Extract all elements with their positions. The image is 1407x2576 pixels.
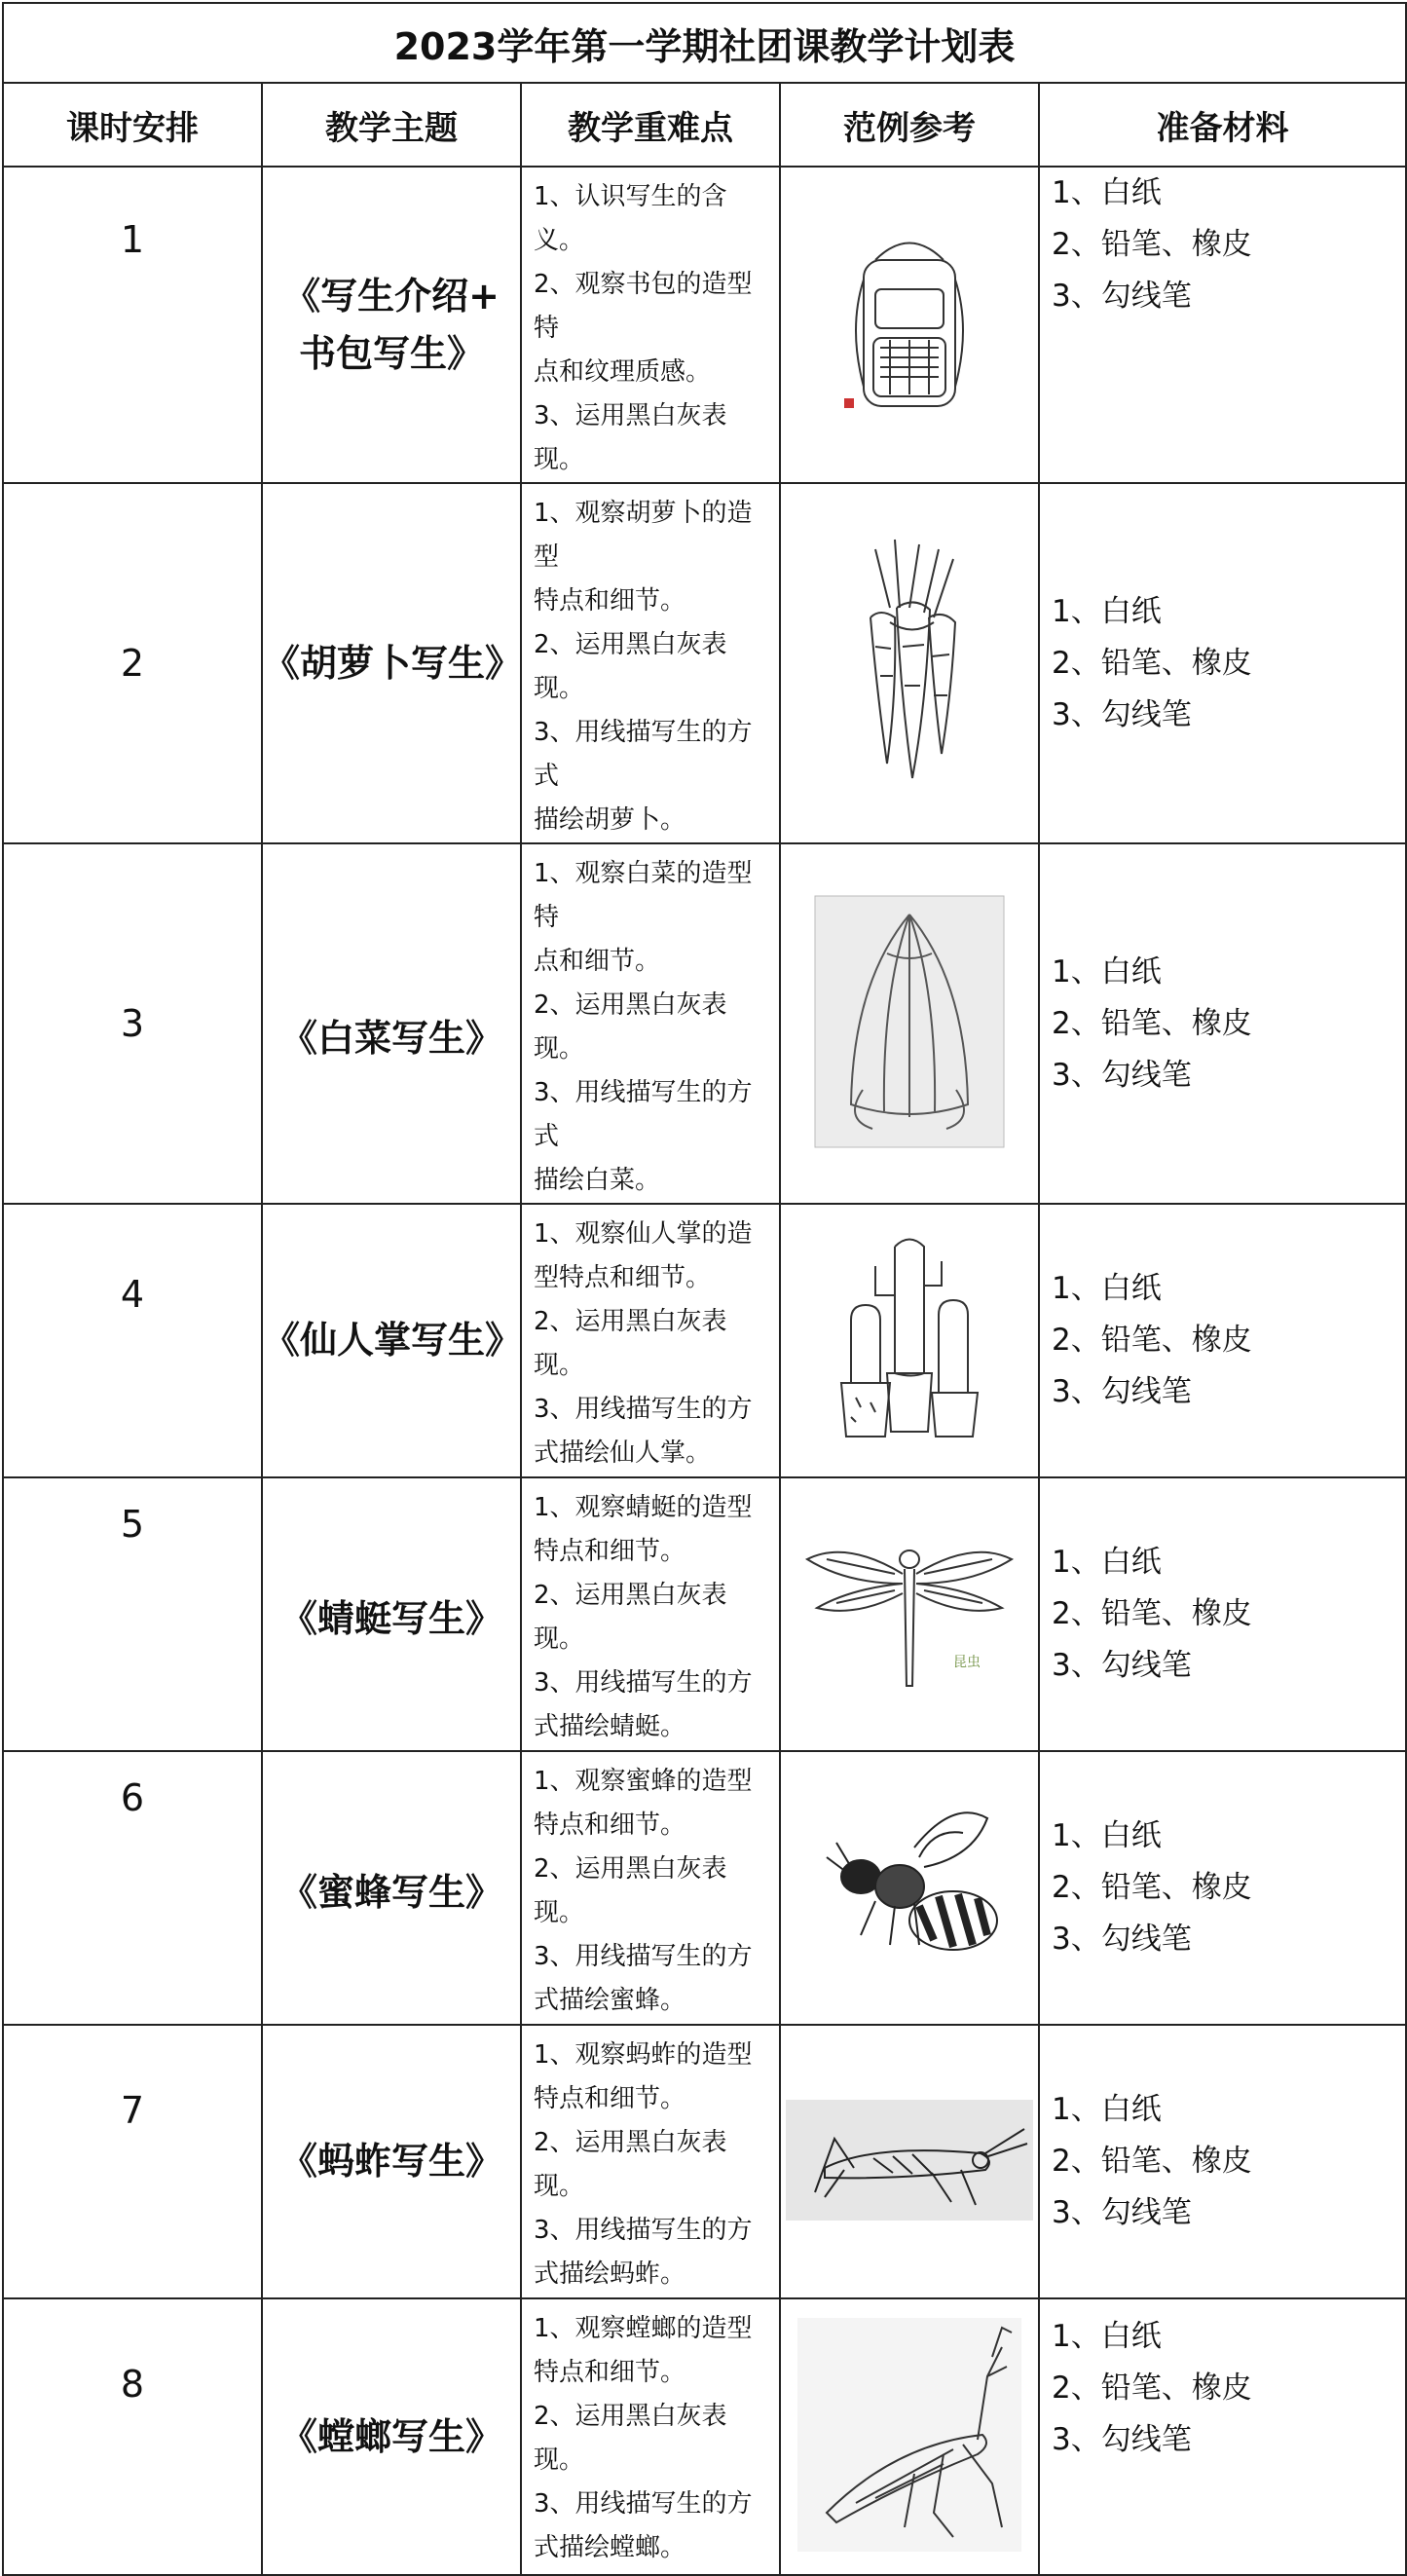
focus-cell (521, 2025, 780, 2298)
material-item: 2、铅笔、橡皮 (1052, 1596, 1252, 1631)
topic-line: 《螳螂写生》 (279, 2414, 502, 2458)
topic-line: 《写生介绍+ (283, 274, 500, 317)
sample-cell (780, 167, 1039, 483)
materials-cell (1039, 167, 1406, 483)
focus-line: 点和细节。 (534, 947, 661, 976)
dragonfly-sketch-icon (797, 1530, 1021, 1696)
focus-line: 3、用线描写生的方 (534, 1668, 753, 1698)
material-item: 3、勾线笔 (1052, 279, 1192, 314)
grasshopper-sketch-icon (786, 2100, 1033, 2221)
focus-cell (521, 1204, 780, 1477)
materials-cell (1039, 1477, 1406, 1751)
material-item: 3、勾线笔 (1052, 2422, 1192, 2457)
focus-line: 3、用线描写生的方式 (534, 1078, 753, 1151)
mantis-sketch-icon (797, 2318, 1021, 2552)
cactus-sketch-icon (827, 1227, 992, 1451)
material-item: 2、铅笔、橡皮 (1052, 645, 1252, 681)
focus-line: 1、观察蜜蜂的造型 (534, 1767, 753, 1796)
focus-line: 3、用线描写生的方 (534, 2216, 753, 2245)
lesson-number-cell (3, 2298, 262, 2575)
lesson-number: 4 (120, 1273, 145, 1316)
material-item: 1、白纸 (1052, 175, 1162, 210)
material-item: 1、白纸 (1052, 2092, 1162, 2127)
sample-cell (780, 1477, 1039, 1751)
header-materials: 准备材料 (1039, 83, 1406, 167)
focus-line: 式描绘蜻蜓。 (534, 1712, 686, 1741)
topic-cell (262, 2298, 521, 2575)
focus-line: 型特点和细节。 (534, 1263, 712, 1292)
focus-line: 3、用线描写生的方式 (534, 718, 753, 791)
table-row (3, 1477, 1406, 1751)
material-item: 3、勾线笔 (1052, 1922, 1192, 1957)
focus-cell (521, 1477, 780, 1751)
topic-line: 《仙人掌写生》 (263, 1319, 523, 1363)
lesson-number: 5 (120, 1503, 145, 1546)
focus-line: 特点和细节。 (534, 1537, 686, 1566)
focus-line: 点和纹理质感。 (534, 357, 712, 387)
focus-line: 式描绘蚂蚱。 (534, 2259, 686, 2289)
material-item: 2、铅笔、橡皮 (1052, 1323, 1252, 1358)
focus-line: 描绘胡萝卜。 (534, 805, 686, 835)
lesson-number: 2 (120, 642, 145, 685)
focus-line: 3、用线描写生的方 (534, 1942, 753, 1971)
lesson-number-cell (3, 843, 262, 1204)
materials-cell (1039, 1204, 1406, 1477)
focus-line: 2、运用黑白灰表现。 (534, 1854, 727, 1927)
focus-cell (521, 167, 780, 483)
topic-line: 《白菜写生》 (279, 1016, 502, 1060)
focus-line: 式描绘螳螂。 (534, 2533, 686, 2562)
focus-line: 2、运用黑白灰表现。 (534, 2128, 727, 2201)
lesson-number: 6 (120, 1776, 145, 1819)
backpack-sketch-icon (836, 221, 982, 426)
sample-cell (780, 843, 1039, 1204)
focus-line: 2、运用黑白灰表现。 (534, 990, 727, 1064)
material-item: 2、铅笔、橡皮 (1052, 1005, 1252, 1041)
focus-line: 特点和细节。 (534, 586, 686, 616)
materials-cell (1039, 1751, 1406, 2025)
header-lesson: 课时安排 (3, 83, 262, 167)
sample-cell (780, 2025, 1039, 2298)
focus-cell (521, 483, 780, 843)
cabbage-sketch-icon (814, 895, 1005, 1148)
materials-cell (1039, 483, 1406, 843)
sample-cell (780, 483, 1039, 843)
focus-line: 2、观察书包的造型特 (534, 270, 753, 343)
lesson-number: 3 (120, 1002, 145, 1045)
topic-line: 《蜻蜓写生》 (279, 1597, 502, 1641)
focus-cell (521, 843, 780, 1204)
lesson-number: 1 (120, 218, 145, 261)
focus-line: 2、运用黑白灰表现。 (534, 630, 727, 703)
focus-line: 2、运用黑白灰表现。 (534, 2402, 727, 2475)
topic-cell (262, 167, 521, 483)
table-row (3, 843, 1406, 1204)
bee-sketch-icon (807, 1799, 1012, 1974)
carrot-sketch-icon (836, 530, 982, 793)
focus-line: 特点和细节。 (534, 2358, 686, 2387)
focus-line: 式描绘蜜蜂。 (534, 1986, 686, 2015)
lesson-number-cell (3, 483, 262, 843)
materials-cell (1039, 843, 1406, 1204)
sample-cell (780, 1751, 1039, 2025)
material-item: 3、勾线笔 (1052, 1057, 1192, 1093)
material-item: 3、勾线笔 (1052, 1648, 1192, 1683)
topic-cell (262, 2025, 521, 2298)
material-item: 1、白纸 (1052, 1271, 1162, 1306)
topic-cell (262, 1477, 521, 1751)
lesson-number-cell (3, 1204, 262, 1477)
material-item: 1、白纸 (1052, 1818, 1162, 1853)
material-item: 1、白纸 (1052, 593, 1162, 629)
focus-cell (521, 1751, 780, 2025)
material-item: 3、勾线笔 (1052, 1374, 1192, 1409)
material-item: 2、铅笔、橡皮 (1052, 1870, 1252, 1905)
table-row (3, 2298, 1406, 2575)
topic-line: 《蜜蜂写生》 (279, 1871, 502, 1915)
topic-cell (262, 1751, 521, 2025)
focus-line: 3、用线描写生的方 (534, 2489, 753, 2519)
header-sample: 范例参考 (780, 83, 1039, 167)
table-row (3, 167, 1406, 483)
focus-line: 2、运用黑白灰表现。 (534, 1307, 727, 1380)
header-focus: 教学重难点 (521, 83, 780, 167)
material-item: 3、勾线笔 (1052, 696, 1192, 732)
lesson-number-cell (3, 1477, 262, 1751)
table-row (3, 1204, 1406, 1477)
sample-cell (780, 2298, 1039, 2575)
topic-cell (262, 843, 521, 1204)
materials-cell (1039, 2298, 1406, 2575)
topic-line: 《蚂蚱写生》 (279, 2140, 502, 2184)
table-row (3, 2025, 1406, 2298)
material-item: 2、铅笔、橡皮 (1052, 2144, 1252, 2179)
table-row (3, 1751, 1406, 2025)
sample-cell (780, 1204, 1039, 1477)
material-item: 2、铅笔、橡皮 (1052, 227, 1252, 262)
focus-cell (521, 2298, 780, 2575)
focus-line: 1、观察蚂蚱的造型 (534, 2040, 753, 2070)
material-item: 3、勾线笔 (1052, 2195, 1192, 2230)
topic-line: 《胡萝卜写生》 (263, 641, 523, 685)
lesson-plan-table (2, 2, 1407, 2576)
topic-cell (262, 483, 521, 843)
focus-line: 3、用线描写生的方 (534, 1395, 753, 1424)
lesson-number: 7 (120, 2089, 145, 2132)
focus-line: 描绘白菜。 (534, 1166, 661, 1195)
focus-line: 特点和细节。 (534, 2084, 686, 2113)
table-row (3, 483, 1406, 843)
lesson-number-cell (3, 2025, 262, 2298)
focus-line: 1、观察螳螂的造型 (534, 2314, 753, 2343)
page-title: 2023学年第一学期社团课教学计划表 (3, 3, 1406, 83)
focus-line: 式描绘仙人掌。 (534, 1438, 712, 1468)
focus-line: 1、观察仙人掌的造 (534, 1219, 753, 1249)
focus-line: 1、观察蜻蜓的造型 (534, 1493, 753, 1522)
header-row (3, 83, 1406, 167)
topic-line: 书包写生》 (298, 331, 484, 375)
materials-cell (1039, 2025, 1406, 2298)
focus-line: 特点和细节。 (534, 1811, 686, 1840)
focus-line: 1、观察胡萝卜的造型 (534, 499, 753, 572)
lesson-number-cell (3, 167, 262, 483)
topic-cell (262, 1204, 521, 1477)
lesson-number: 8 (120, 2363, 145, 2406)
focus-line: 1、观察白菜的造型特 (534, 859, 753, 932)
svg-text:昆虫: 昆虫 (953, 1654, 981, 1670)
material-item: 2、铅笔、橡皮 (1052, 2371, 1252, 2406)
material-item: 1、白纸 (1052, 2319, 1162, 2354)
focus-line: 1、认识写生的含义。 (534, 182, 727, 255)
header-topic: 教学主题 (262, 83, 521, 167)
material-item: 1、白纸 (1052, 1545, 1162, 1580)
focus-line: 2、运用黑白灰表现。 (534, 1581, 727, 1654)
lesson-number-cell (3, 1751, 262, 2025)
focus-line: 3、运用黑白灰表现。 (534, 401, 727, 474)
material-item: 1、白纸 (1052, 953, 1162, 989)
